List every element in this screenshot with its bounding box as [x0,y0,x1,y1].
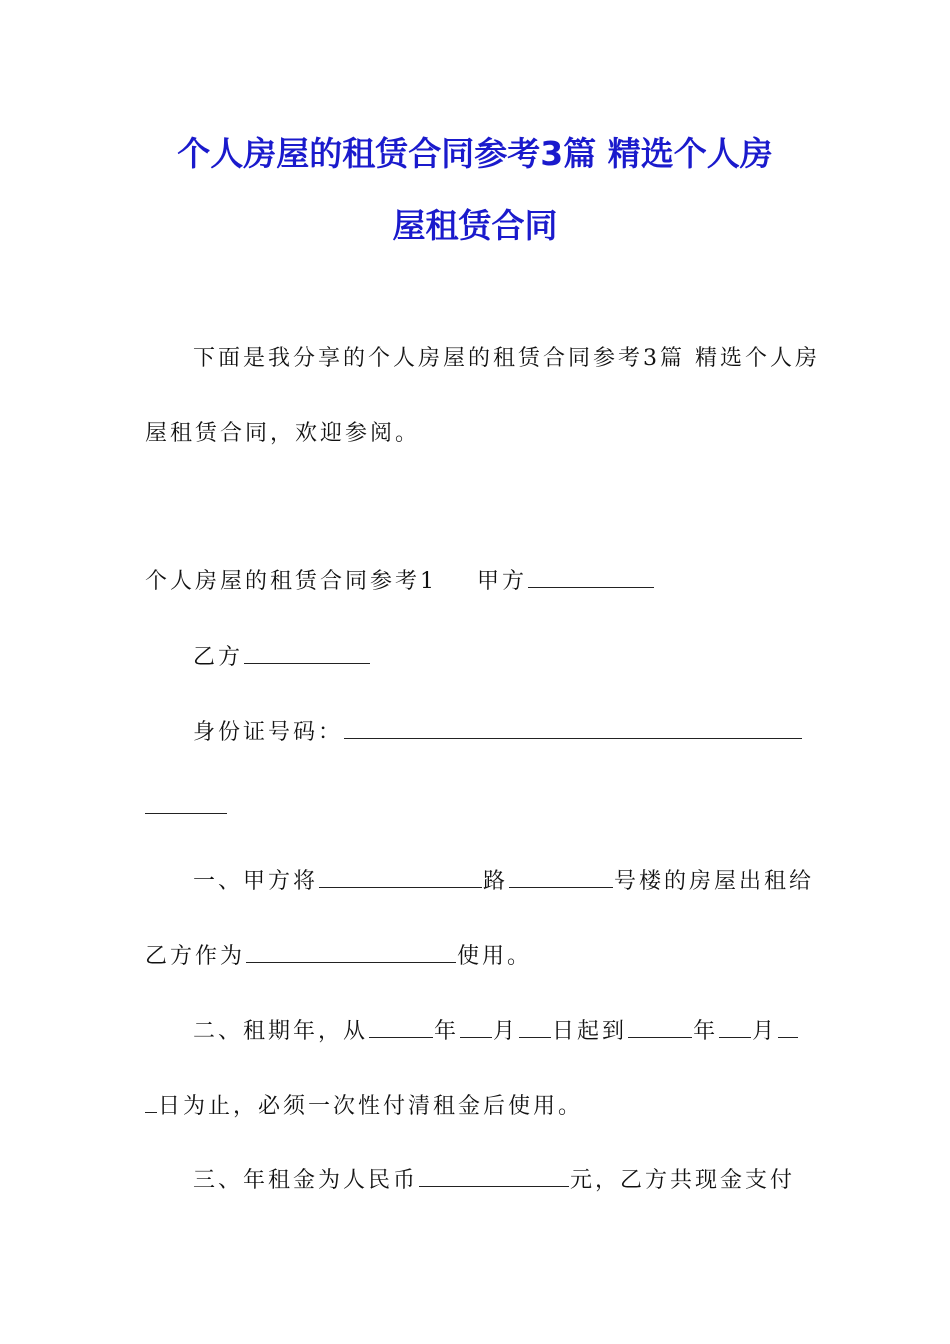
party-b-label: 乙方 [193,645,244,670]
party-a-blank[interactable] [528,567,654,588]
clause-1-line2-text-b: 使用。 [457,944,533,969]
clause-2-end-year-blank[interactable] [628,1017,692,1038]
clause-1-text-b: 路 [483,869,509,894]
clause-2-line2-text: 日为止，必须一次性付清租金后使用。 [158,1094,584,1119]
id-number-label: 身份证号码： [193,720,344,745]
section-1-heading: 个人房屋的租赁合同参考1 [145,569,437,594]
clause-1-text-c: 号楼的房屋出租给 [614,869,815,894]
section-1-heading-row [145,567,655,597]
clause-1-row-continued [145,942,532,972]
clause-2-month-label: 月 [493,1019,519,1044]
intro-paragraph-line-1: 下面是我分享的个人房屋的租赁合同参考3篇 精选个人房 [193,346,820,371]
clause-1-line2-text-a: 乙方作为 [145,944,246,969]
clause-3-row [193,1166,795,1196]
clause-1-road-blank[interactable] [319,867,482,888]
party-a-label: 甲方 [477,569,528,594]
id-number-row [193,718,803,748]
clause-2-end-day-blank-continued[interactable] [145,1092,157,1113]
id-number-row-continued [145,793,228,823]
clause-2-row [193,1017,799,1047]
party-b-blank[interactable] [244,643,370,664]
clause-2-start-month-blank[interactable] [460,1017,492,1038]
clause-2-text-a: 二、租期年，从 [193,1019,369,1044]
clause-2-day-to-label: 日起到 [552,1019,628,1044]
party-b-row [193,643,371,673]
id-number-blank-continued[interactable] [145,793,227,814]
clause-3-amount-blank[interactable] [419,1166,569,1187]
clause-2-start-year-blank[interactable] [369,1017,433,1038]
clause-1-row [193,867,814,897]
intro-paragraph-line-2: 屋租赁合同，欢迎参阅。 [145,421,421,446]
clause-1-text-a: 一、甲方将 [193,869,319,894]
clause-3-text-a: 三、年租金为人民币 [193,1168,419,1193]
clause-2-month2-label: 月 [752,1019,778,1044]
clause-2-end-day-blank[interactable] [778,1017,798,1038]
clause-2-year-label: 年 [434,1019,460,1044]
clause-2-row-continued [145,1092,583,1122]
id-number-blank[interactable] [344,718,802,739]
document-title-line-1: 个人房屋的租赁合同参考3篇 精选个人房 [177,134,773,173]
clause-2-end-month-blank[interactable] [719,1017,751,1038]
clause-2-start-day-blank[interactable] [519,1017,551,1038]
clause-3-text-b: 元，乙方共现金支付 [570,1168,796,1193]
clause-1-building-blank[interactable] [509,867,613,888]
document-title-line-2: 屋租赁合同 [392,206,558,245]
clause-1-purpose-blank[interactable] [246,942,456,963]
clause-2-year2-label: 年 [693,1019,719,1044]
